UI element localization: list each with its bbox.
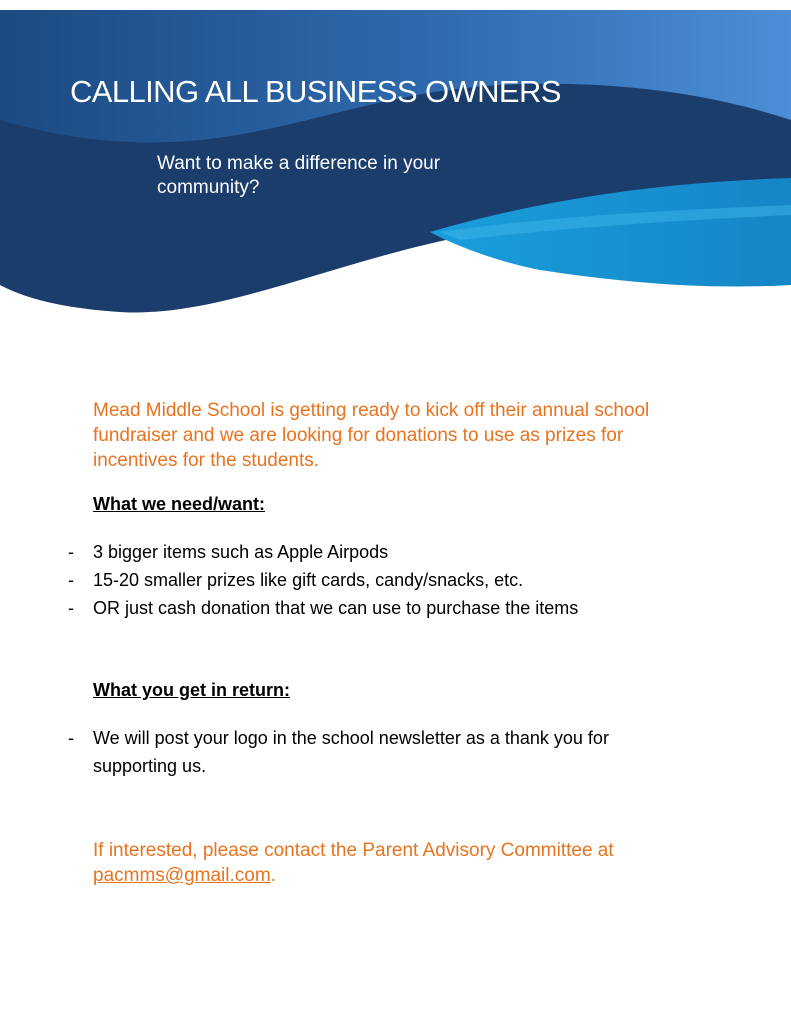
- intro-paragraph: Mead Middle School is getting ready to kick off their annual school fundraiser and we are looking for donations to use as prizes for incentives for the students.: [93, 400, 650, 471]
- page-title: CALLING ALL BUSINESS OWNERS: [70, 74, 561, 109]
- list-item: - 3 bigger items such as Apple Airpods: [68, 542, 389, 562]
- contact-text: If interested, please contact the Parent Advisory Committee at: [93, 840, 614, 861]
- needs-heading: What we need/want:: [93, 494, 266, 514]
- email-link[interactable]: pacmms@gmail.com: [93, 865, 271, 886]
- list-item: - We will post your logo in the school newsletter as a thank you for supporting us.: [68, 728, 609, 776]
- contact-paragraph: [93, 838, 693, 888]
- subtitle: Want to make a difference in your community?: [157, 153, 441, 198]
- returns-heading: What you get in return:: [93, 680, 290, 700]
- list-item: - OR just cash donation that we can use to purchase the items: [68, 598, 579, 618]
- needs-list: [0, 538, 700, 622]
- contact-suffix: .: [270, 865, 276, 886]
- returns-list: [0, 724, 700, 780]
- header-banner: [0, 0, 791, 330]
- list-item: - 15-20 smaller prizes like gift cards, candy/snacks, etc.: [68, 570, 524, 590]
